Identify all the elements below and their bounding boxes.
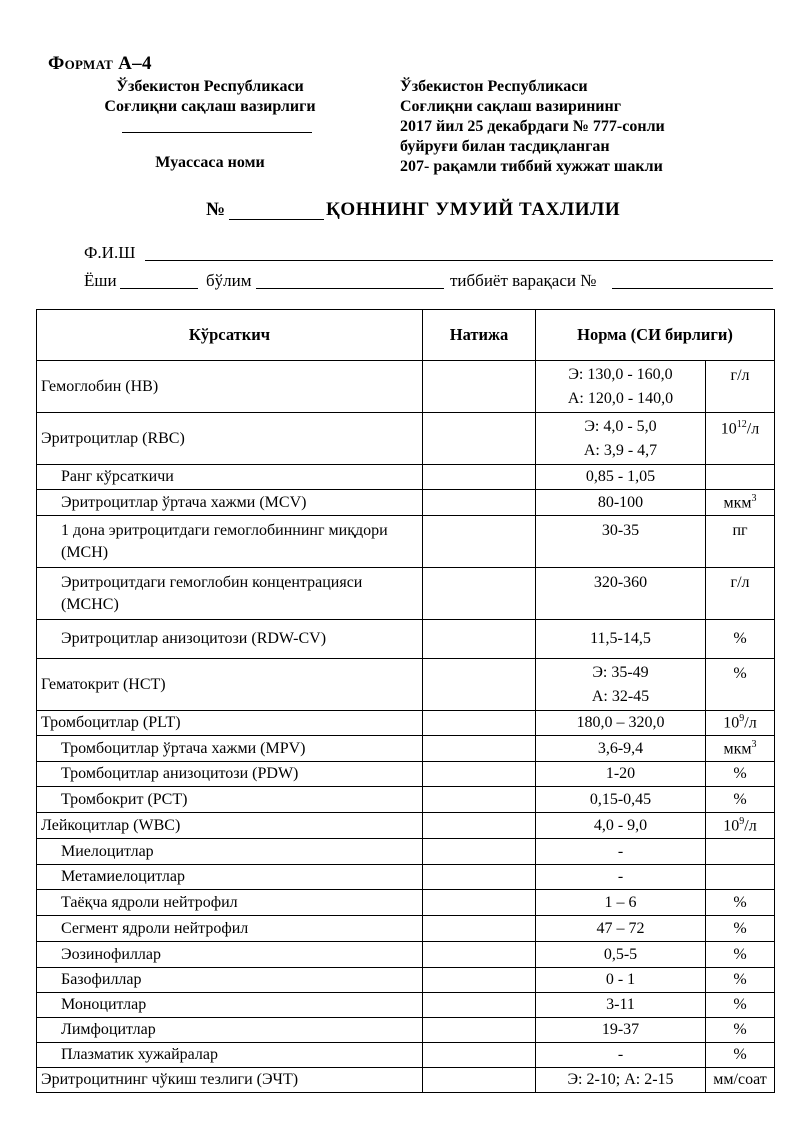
right-header-line5: 207- рақамли тиббий хужжат шакли bbox=[400, 158, 663, 175]
table-row bbox=[37, 762, 775, 787]
table-row bbox=[37, 361, 775, 413]
norm-line: 0,85 - 1,05 bbox=[585, 468, 656, 485]
table-row bbox=[37, 942, 775, 968]
norm-line: А: 32-45 bbox=[591, 687, 650, 705]
norm-line: - bbox=[617, 868, 624, 885]
result-cell[interactable] bbox=[423, 993, 536, 1018]
left-header-line2: Соғлиқни сақлаш вазирлиги bbox=[104, 98, 316, 115]
unit-exponent: 3 bbox=[751, 492, 757, 504]
result-cell[interactable] bbox=[423, 813, 536, 839]
indicator-name: 1 дона эритроцитдаги гемоглобиннинг миқдори (MCH) bbox=[37, 516, 423, 568]
norm-line: А: 3,9 - 4,7 bbox=[583, 441, 658, 459]
table-row bbox=[37, 968, 775, 993]
right-header-line2: Соғлиқни сақлаш вазирининг bbox=[400, 98, 621, 115]
norm-value bbox=[536, 1043, 706, 1068]
table-row bbox=[37, 1068, 775, 1093]
title-number-sign: № bbox=[206, 199, 226, 220]
table-row bbox=[37, 993, 775, 1018]
unit-value bbox=[706, 465, 775, 490]
unit-tail: /л bbox=[744, 817, 757, 835]
norm-value bbox=[536, 361, 706, 413]
unit-exponent: 9 bbox=[739, 713, 745, 725]
norm-value bbox=[536, 711, 706, 736]
institution-label: Муассаса номи bbox=[155, 154, 265, 171]
result-cell[interactable] bbox=[423, 736, 536, 762]
result-cell[interactable] bbox=[423, 1043, 536, 1068]
norm-value bbox=[536, 942, 706, 968]
indicator-name: Лимфоцитлар bbox=[37, 1018, 423, 1043]
norm-line: 320-360 bbox=[593, 574, 648, 591]
unit-value: пг bbox=[706, 516, 775, 568]
indicator-name: Эритроцитдаги гемоглобин концентрацияси (MCHC) bbox=[37, 568, 423, 620]
results-table bbox=[36, 309, 775, 1093]
result-cell[interactable] bbox=[423, 890, 536, 916]
unit-value: % bbox=[706, 968, 775, 993]
unit-base: мкм bbox=[723, 494, 752, 512]
norm-line: 11,5-14,5 bbox=[590, 630, 651, 647]
norm-value bbox=[536, 413, 706, 465]
header-result: Натижа bbox=[423, 310, 536, 361]
unit-value bbox=[706, 413, 775, 465]
unit-value: % bbox=[706, 787, 775, 813]
norm-line: 0,15-0,45 bbox=[589, 790, 652, 808]
table-row bbox=[37, 813, 775, 839]
indicator-name: Метамиелоцитлар bbox=[37, 865, 423, 890]
indicator-name: Эозинофиллар bbox=[37, 942, 423, 968]
norm-line: Э: 35-49 bbox=[592, 663, 649, 681]
table-row bbox=[37, 490, 775, 516]
table-row bbox=[37, 736, 775, 762]
norm-line: 30-35 bbox=[601, 522, 640, 539]
indicator-name: Эритроцитлар ўртача хажми (MCV) bbox=[37, 490, 423, 516]
table-row bbox=[37, 1018, 775, 1043]
result-cell[interactable] bbox=[423, 787, 536, 813]
unit-base: 10 bbox=[720, 420, 737, 438]
unit-base: мкм bbox=[723, 740, 752, 758]
norm-line: 4,0 - 9,0 bbox=[593, 816, 648, 834]
right-header-line4: буйруғи билан тасдиқланган bbox=[400, 138, 610, 155]
title-number-blank[interactable] bbox=[229, 219, 324, 220]
card-input-line[interactable] bbox=[612, 288, 773, 289]
result-cell[interactable] bbox=[423, 1018, 536, 1043]
table-row bbox=[37, 465, 775, 490]
norm-line: 0,5-5 bbox=[603, 945, 638, 963]
age-label: Ёши bbox=[84, 271, 117, 290]
result-cell[interactable] bbox=[423, 865, 536, 890]
indicator-name: Моноцитлар bbox=[37, 993, 423, 1018]
result-cell[interactable] bbox=[423, 711, 536, 736]
fio-label: Ф.И.Ш bbox=[84, 243, 136, 262]
right-header-line1: Ўзбекистон Республикаси bbox=[400, 78, 588, 95]
unit-value: % bbox=[706, 620, 775, 659]
result-cell[interactable] bbox=[423, 620, 536, 659]
norm-value bbox=[536, 916, 706, 942]
format-label: Формат А–4 bbox=[48, 53, 152, 74]
result-cell[interactable] bbox=[423, 490, 536, 516]
header-indicator: Кўрсаткич bbox=[37, 310, 423, 361]
indicator-name: Гемоглобин (HB) bbox=[37, 361, 423, 413]
norm-line: 47 – 72 bbox=[596, 919, 645, 937]
result-cell[interactable] bbox=[423, 568, 536, 620]
norm-value bbox=[536, 465, 706, 490]
unit-value bbox=[706, 711, 775, 736]
norm-value bbox=[536, 490, 706, 516]
unit-value: % bbox=[706, 1043, 775, 1068]
result-cell[interactable] bbox=[423, 1068, 536, 1093]
unit-value bbox=[706, 813, 775, 839]
department-label: бўлим bbox=[206, 271, 252, 290]
unit-value: % bbox=[706, 1018, 775, 1043]
indicator-name: Тромбоцитлар (PLT) bbox=[37, 711, 423, 736]
unit-value bbox=[706, 865, 775, 890]
result-cell[interactable] bbox=[423, 516, 536, 568]
norm-line: 180,0 – 320,0 bbox=[576, 714, 665, 731]
norm-line: 3-11 bbox=[606, 996, 635, 1013]
norm-line: 19-37 bbox=[601, 1021, 640, 1038]
result-cell[interactable] bbox=[423, 659, 536, 711]
norm-value bbox=[536, 568, 706, 620]
indicator-name: Таёқча ядроли нейтрофил bbox=[37, 890, 423, 916]
table-row bbox=[37, 916, 775, 942]
indicator-name: Базофиллар bbox=[37, 968, 423, 993]
norm-value bbox=[536, 659, 706, 711]
table-row bbox=[37, 787, 775, 813]
result-cell[interactable] bbox=[423, 413, 536, 465]
unit-value bbox=[706, 736, 775, 762]
fio-input-line[interactable] bbox=[145, 260, 773, 261]
indicator-name: Эритроцитлар анизоцитози (RDW-CV) bbox=[37, 620, 423, 659]
norm-line: Э: 4,0 - 5,0 bbox=[584, 417, 657, 435]
norm-value bbox=[536, 993, 706, 1018]
table-row bbox=[37, 890, 775, 916]
indicator-name: Эритроцитлар (RBC) bbox=[37, 413, 423, 465]
norm-value bbox=[536, 762, 706, 787]
indicator-name: Тромбокрит (PCT) bbox=[37, 787, 423, 813]
unit-tail: /л bbox=[746, 420, 760, 438]
right-header-line3: 2017 йил 25 декабрдаги № 777-сонли bbox=[400, 118, 665, 135]
table-row bbox=[37, 516, 775, 568]
unit-exponent: 9 bbox=[739, 815, 745, 827]
indicator-name: Сегмент ядроли нейтрофил bbox=[37, 916, 423, 942]
unit-value: % bbox=[706, 762, 775, 787]
norm-value bbox=[536, 890, 706, 916]
table-row bbox=[37, 865, 775, 890]
norm-line: Э: 2-10; А: 2-15 bbox=[567, 1071, 674, 1088]
result-cell[interactable] bbox=[423, 465, 536, 490]
unit-exponent: 3 bbox=[751, 738, 757, 750]
norm-value bbox=[536, 1068, 706, 1093]
norm-line: 0 - 1 bbox=[605, 971, 636, 988]
norm-value bbox=[536, 516, 706, 568]
unit-value: % bbox=[706, 916, 775, 942]
result-cell[interactable] bbox=[423, 361, 536, 413]
unit-value: г/л bbox=[706, 361, 775, 413]
unit-value: % bbox=[706, 659, 775, 711]
table-row bbox=[37, 659, 775, 711]
age-input-line[interactable] bbox=[120, 288, 198, 289]
unit-value: % bbox=[706, 942, 775, 968]
norm-line: 1-20 bbox=[605, 765, 636, 782]
page-title: ҚОННИНГ УМУИЙ ТАХЛИЛИ bbox=[326, 199, 621, 220]
unit-tail: /л bbox=[744, 714, 757, 732]
indicator-name: Ранг кўрсаткичи bbox=[37, 465, 423, 490]
norm-line: 3,6-9,4 bbox=[597, 739, 644, 757]
unit-value: мм/соат bbox=[706, 1068, 775, 1093]
unit-base: 10 bbox=[723, 817, 740, 835]
indicator-name: Эритроцитнинг чўкиш тезлиги (ЭЧТ) bbox=[37, 1068, 423, 1093]
unit-value bbox=[706, 490, 775, 516]
norm-value bbox=[536, 968, 706, 993]
norm-value bbox=[536, 620, 706, 659]
norm-value bbox=[536, 1018, 706, 1043]
norm-line: - bbox=[617, 1046, 624, 1063]
unit-value bbox=[706, 839, 775, 865]
unit-value: % bbox=[706, 993, 775, 1018]
result-cell[interactable] bbox=[423, 762, 536, 787]
indicator-name: Миелоцитлар bbox=[37, 839, 423, 865]
norm-line: - bbox=[617, 842, 624, 860]
norm-line: А: 120,0 - 140,0 bbox=[567, 389, 674, 407]
indicator-name: Плазматик хужайралар bbox=[37, 1043, 423, 1068]
table-row bbox=[37, 711, 775, 736]
norm-value bbox=[536, 813, 706, 839]
table-row bbox=[37, 839, 775, 865]
norm-line: 80-100 bbox=[597, 493, 644, 511]
result-cell[interactable] bbox=[423, 839, 536, 865]
table-row bbox=[37, 620, 775, 659]
table-header-row bbox=[37, 310, 775, 361]
norm-value bbox=[536, 787, 706, 813]
institution-blank-line[interactable] bbox=[122, 132, 312, 133]
norm-line: 1 – 6 bbox=[604, 893, 637, 911]
indicator-name: Тромбоцитлар ўртача хажми (MPV) bbox=[37, 736, 423, 762]
result-cell[interactable] bbox=[423, 942, 536, 968]
norm-value bbox=[536, 839, 706, 865]
indicator-name: Тромбоцитлар анизоцитози (PDW) bbox=[37, 762, 423, 787]
norm-line: Э: 130,0 - 160,0 bbox=[568, 365, 673, 383]
unit-value: % bbox=[706, 890, 775, 916]
indicator-name: Гематокрит (HCT) bbox=[37, 659, 423, 711]
card-label: тиббиёт варақаси № bbox=[450, 271, 597, 290]
norm-value bbox=[536, 736, 706, 762]
result-cell[interactable] bbox=[423, 916, 536, 942]
department-input-line[interactable] bbox=[256, 288, 444, 289]
unit-base: 10 bbox=[723, 714, 740, 732]
result-cell[interactable] bbox=[423, 968, 536, 993]
unit-exponent: 12 bbox=[736, 419, 747, 430]
table-row bbox=[37, 568, 775, 620]
indicator-name: Лейкоцитлар (WBC) bbox=[37, 813, 423, 839]
header-norm: Норма (СИ бирлиги) bbox=[536, 310, 775, 361]
norm-value bbox=[536, 865, 706, 890]
left-header-line1: Ўзбекистон Республикаси bbox=[116, 78, 304, 95]
unit-value: г/л bbox=[706, 568, 775, 620]
table-row bbox=[37, 413, 775, 465]
table-row bbox=[37, 1043, 775, 1068]
